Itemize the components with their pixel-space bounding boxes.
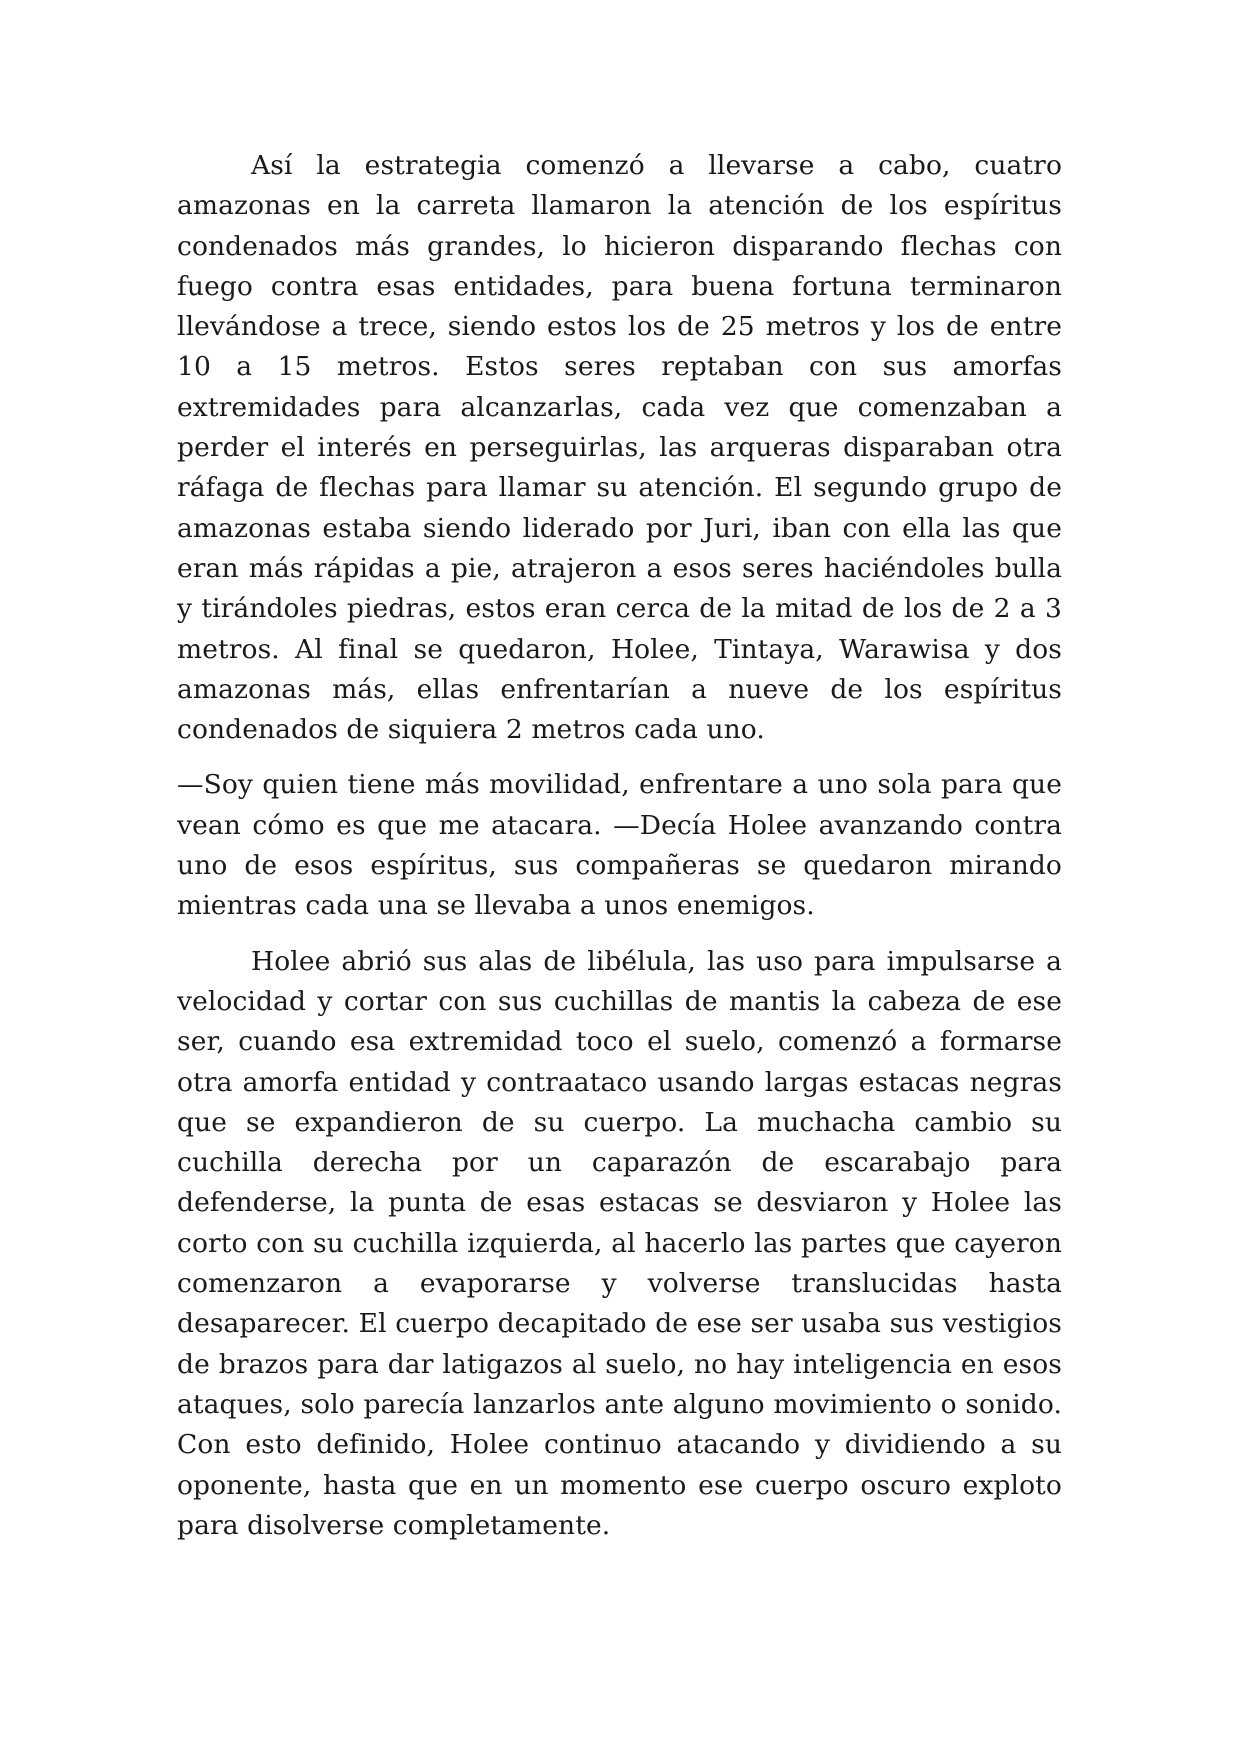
paragraph-holee-fight: Holee abrió sus alas de libélula, las uso para impulsarse a velocidad y cortar con sus cuchillas de mantis la cabeza de ese ser, cuando esa extremidad toco el suelo, comenzó a formarse otra amorfa entidad y contraataco usando largas estacas negras que se expandieron de su cuerpo. La muchacha cambio su cuchilla derecha por un caparazón de escarabajo para defenderse, la punta de esas estacas se desviaron y Holee las corto con su cuchilla izquierda, al hacerlo las partes que cayeron comenzaron a evaporarse y volverse translucidas hasta desaparecer. El cuerpo decapitado de ese ser usaba sus vestigios de brazos para dar latigazos al suelo, no hay inteligencia en esos ataques, solo parecía lanzarlos ante alguno movimiento o sonido. Con esto definido, Holee continuo atacando y dividiendo a su oponente, hasta que en un momento ese cuerpo oscuro exploto para disolverse completamente. xyxy=(177,945,1062,1541)
document-body xyxy=(177,146,1062,1561)
paragraph-strategy: Así la estrategia comenzó a llevarse a cabo, cuatro amazonas en la carreta llamaron la atención de los espíritus condenados más grandes, lo hicieron disparando flechas con fuego contra esas entidades, para buena fortuna terminaron llevándose a trece, siendo estos los de 25 metros y los de entre 10 a 15 metros. Estos seres reptaban con sus amorfas extremidades para alcanzarlas, cada vez que comenzaban a perder el interés en perseguirlas, las arqueras disparaban otra ráfaga de flechas para llamar su atención. El segundo grupo de amazonas estaba siendo liderado por Juri, iban con ella las que eran más rápidas a pie, atrajeron a esos seres haciéndoles bulla y tirándoles piedras, estos eran cerca de la mitad de los de 2 a 3 metros. Al final se quedaron, Holee, Tintaya, Warawisa y dos amazonas más, ellas enfrentarían a nueve de los espíritus condenados de siquiera 2 metros cada uno. xyxy=(177,150,1062,746)
paragraph-dialogue: —Soy quien tiene más movilidad, enfrentare a uno sola para que vean cómo es que me atacara. —Decía Holee avanzando contra uno de esos espíritus, sus compañeras se quedaron mirando mientras cada una se llevaba a unos enemigos. xyxy=(177,769,1062,922)
